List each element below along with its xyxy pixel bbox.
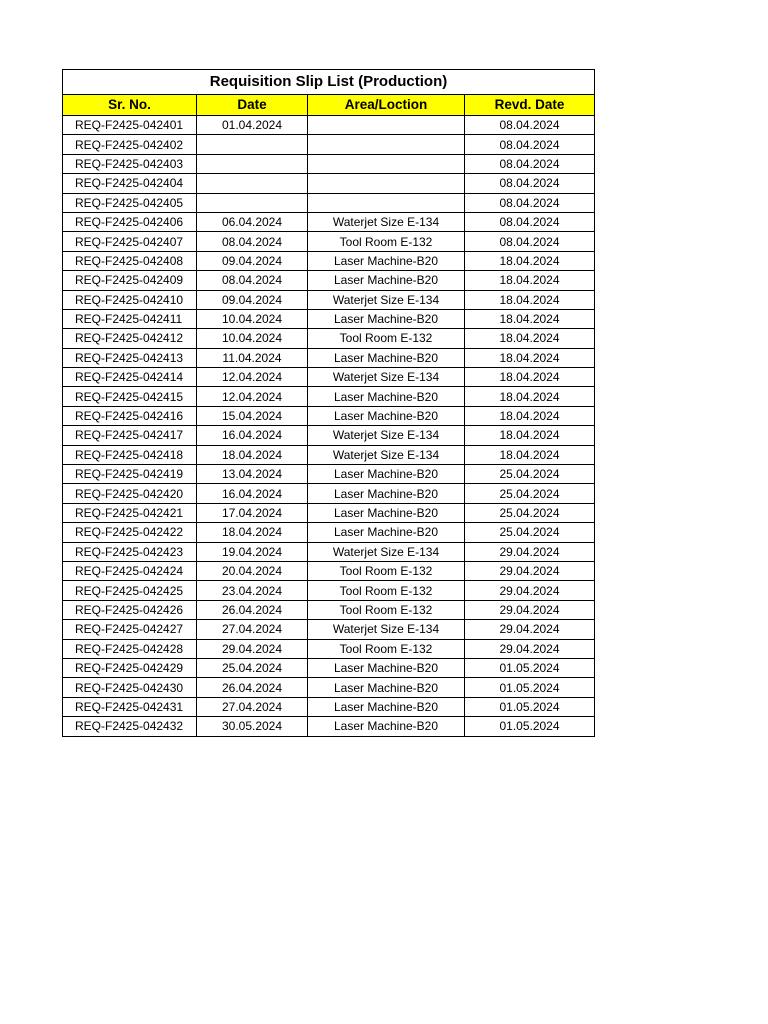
- table-row: [63, 581, 595, 600]
- cell-area-location: Laser Machine-B20: [308, 271, 465, 290]
- cell-revd-date: 01.05.2024: [465, 678, 595, 697]
- column-header-sr-no: Sr. No.: [63, 95, 197, 116]
- cell-sr-no: REQ-F2425-042404: [63, 174, 197, 193]
- cell-revd-date: 18.04.2024: [465, 290, 595, 309]
- cell-sr-no: REQ-F2425-042421: [63, 503, 197, 522]
- requisition-sheet: [62, 69, 594, 737]
- column-header-date: Date: [197, 95, 308, 116]
- cell-sr-no: REQ-F2425-042418: [63, 445, 197, 464]
- cell-revd-date: 25.04.2024: [465, 484, 595, 503]
- cell-sr-no: REQ-F2425-042409: [63, 271, 197, 290]
- cell-date: 17.04.2024: [197, 503, 308, 522]
- cell-sr-no: REQ-F2425-042431: [63, 697, 197, 716]
- table-row: [63, 174, 595, 193]
- cell-revd-date: 08.04.2024: [465, 174, 595, 193]
- cell-sr-no: REQ-F2425-042406: [63, 212, 197, 231]
- cell-date: 25.04.2024: [197, 658, 308, 677]
- cell-area-location: Tool Room E-132: [308, 232, 465, 251]
- cell-date: [197, 193, 308, 212]
- cell-revd-date: 29.04.2024: [465, 600, 595, 619]
- cell-revd-date: 01.05.2024: [465, 697, 595, 716]
- table-row: [63, 406, 595, 425]
- cell-area-location: Laser Machine-B20: [308, 484, 465, 503]
- table-row: [63, 251, 595, 270]
- cell-revd-date: 25.04.2024: [465, 523, 595, 542]
- cell-area-location: Waterjet Size E-134: [308, 445, 465, 464]
- cell-revd-date: 08.04.2024: [465, 232, 595, 251]
- cell-area-location: Tool Room E-132: [308, 639, 465, 658]
- table-row: [63, 135, 595, 154]
- cell-revd-date: 18.04.2024: [465, 387, 595, 406]
- cell-date: [197, 154, 308, 173]
- cell-area-location: Tool Room E-132: [308, 561, 465, 580]
- cell-revd-date: 29.04.2024: [465, 561, 595, 580]
- cell-date: 18.04.2024: [197, 445, 308, 464]
- cell-area-location: Laser Machine-B20: [308, 348, 465, 367]
- cell-area-location: Laser Machine-B20: [308, 658, 465, 677]
- column-header-area-location: Area/Loction: [308, 95, 465, 116]
- cell-area-location: Laser Machine-B20: [308, 387, 465, 406]
- table-row: [63, 329, 595, 348]
- table-title: Requisition Slip List (Production): [63, 70, 595, 95]
- cell-revd-date: 29.04.2024: [465, 581, 595, 600]
- cell-area-location: [308, 135, 465, 154]
- title-row: [63, 70, 595, 95]
- table-row: [63, 639, 595, 658]
- table-row: [63, 309, 595, 328]
- table-row: [63, 193, 595, 212]
- cell-date: 13.04.2024: [197, 465, 308, 484]
- cell-revd-date: 18.04.2024: [465, 445, 595, 464]
- cell-sr-no: REQ-F2425-042425: [63, 581, 197, 600]
- cell-sr-no: REQ-F2425-042413: [63, 348, 197, 367]
- cell-date: 12.04.2024: [197, 368, 308, 387]
- cell-sr-no: REQ-F2425-042417: [63, 426, 197, 445]
- cell-area-location: Laser Machine-B20: [308, 309, 465, 328]
- cell-revd-date: 08.04.2024: [465, 212, 595, 231]
- table-row: [63, 445, 595, 464]
- cell-sr-no: REQ-F2425-042415: [63, 387, 197, 406]
- table-row: [63, 561, 595, 580]
- cell-revd-date: 08.04.2024: [465, 135, 595, 154]
- cell-area-location: Waterjet Size E-134: [308, 542, 465, 561]
- table-row: [63, 600, 595, 619]
- table-row: [63, 503, 595, 522]
- cell-sr-no: REQ-F2425-042402: [63, 135, 197, 154]
- cell-area-location: Waterjet Size E-134: [308, 426, 465, 445]
- cell-area-location: [308, 154, 465, 173]
- table-row: [63, 271, 595, 290]
- cell-revd-date: 18.04.2024: [465, 348, 595, 367]
- cell-date: 16.04.2024: [197, 426, 308, 445]
- cell-sr-no: REQ-F2425-042429: [63, 658, 197, 677]
- cell-sr-no: REQ-F2425-042419: [63, 465, 197, 484]
- cell-revd-date: 29.04.2024: [465, 542, 595, 561]
- table-body: [63, 116, 595, 737]
- table-row: [63, 426, 595, 445]
- cell-revd-date: 25.04.2024: [465, 465, 595, 484]
- cell-date: 20.04.2024: [197, 561, 308, 580]
- cell-date: 12.04.2024: [197, 387, 308, 406]
- cell-date: [197, 135, 308, 154]
- cell-revd-date: 01.05.2024: [465, 717, 595, 736]
- cell-revd-date: 29.04.2024: [465, 620, 595, 639]
- cell-area-location: [308, 116, 465, 135]
- cell-area-location: Laser Machine-B20: [308, 678, 465, 697]
- cell-revd-date: 01.05.2024: [465, 658, 595, 677]
- cell-revd-date: 25.04.2024: [465, 503, 595, 522]
- cell-sr-no: REQ-F2425-042430: [63, 678, 197, 697]
- cell-sr-no: REQ-F2425-042405: [63, 193, 197, 212]
- cell-date: 26.04.2024: [197, 600, 308, 619]
- table-row: [63, 387, 595, 406]
- cell-date: 23.04.2024: [197, 581, 308, 600]
- cell-revd-date: 18.04.2024: [465, 406, 595, 425]
- cell-area-location: Tool Room E-132: [308, 600, 465, 619]
- cell-date: 10.04.2024: [197, 309, 308, 328]
- cell-date: 27.04.2024: [197, 697, 308, 716]
- cell-date: 15.04.2024: [197, 406, 308, 425]
- cell-revd-date: 18.04.2024: [465, 426, 595, 445]
- cell-date: 29.04.2024: [197, 639, 308, 658]
- cell-revd-date: 08.04.2024: [465, 154, 595, 173]
- cell-date: 27.04.2024: [197, 620, 308, 639]
- cell-area-location: Laser Machine-B20: [308, 503, 465, 522]
- table-row: [63, 484, 595, 503]
- cell-sr-no: REQ-F2425-042424: [63, 561, 197, 580]
- cell-area-location: Laser Machine-B20: [308, 523, 465, 542]
- cell-date: 30.05.2024: [197, 717, 308, 736]
- table-row: [63, 290, 595, 309]
- cell-sr-no: REQ-F2425-042407: [63, 232, 197, 251]
- table-row: [63, 678, 595, 697]
- cell-date: 18.04.2024: [197, 523, 308, 542]
- cell-sr-no: REQ-F2425-042422: [63, 523, 197, 542]
- table-row: [63, 465, 595, 484]
- table-row: [63, 697, 595, 716]
- cell-date: 16.04.2024: [197, 484, 308, 503]
- cell-area-location: Laser Machine-B20: [308, 717, 465, 736]
- table-row: [63, 717, 595, 736]
- table-row: [63, 212, 595, 231]
- cell-date: 06.04.2024: [197, 212, 308, 231]
- cell-sr-no: REQ-F2425-042411: [63, 309, 197, 328]
- cell-date: 26.04.2024: [197, 678, 308, 697]
- cell-date: 10.04.2024: [197, 329, 308, 348]
- cell-revd-date: 18.04.2024: [465, 271, 595, 290]
- cell-sr-no: REQ-F2425-042427: [63, 620, 197, 639]
- cell-sr-no: REQ-F2425-042401: [63, 116, 197, 135]
- cell-revd-date: 18.04.2024: [465, 368, 595, 387]
- cell-area-location: Tool Room E-132: [308, 329, 465, 348]
- cell-revd-date: 18.04.2024: [465, 329, 595, 348]
- cell-area-location: [308, 174, 465, 193]
- table-row: [63, 658, 595, 677]
- header-row: [63, 95, 595, 116]
- cell-sr-no: REQ-F2425-042408: [63, 251, 197, 270]
- cell-date: 19.04.2024: [197, 542, 308, 561]
- cell-date: 08.04.2024: [197, 271, 308, 290]
- cell-area-location: Laser Machine-B20: [308, 697, 465, 716]
- cell-revd-date: 18.04.2024: [465, 309, 595, 328]
- cell-area-location: Waterjet Size E-134: [308, 620, 465, 639]
- table-row: [63, 154, 595, 173]
- table-row: [63, 232, 595, 251]
- cell-revd-date: 18.04.2024: [465, 251, 595, 270]
- table-row: [63, 523, 595, 542]
- cell-area-location: [308, 193, 465, 212]
- table-row: [63, 368, 595, 387]
- table-row: [63, 348, 595, 367]
- cell-sr-no: REQ-F2425-042410: [63, 290, 197, 309]
- cell-area-location: Laser Machine-B20: [308, 251, 465, 270]
- cell-area-location: Laser Machine-B20: [308, 406, 465, 425]
- cell-date: 01.04.2024: [197, 116, 308, 135]
- cell-date: 09.04.2024: [197, 251, 308, 270]
- cell-area-location: Waterjet Size E-134: [308, 290, 465, 309]
- cell-sr-no: REQ-F2425-042432: [63, 717, 197, 736]
- table-row: [63, 116, 595, 135]
- cell-sr-no: REQ-F2425-042412: [63, 329, 197, 348]
- cell-sr-no: REQ-F2425-042426: [63, 600, 197, 619]
- cell-revd-date: 08.04.2024: [465, 116, 595, 135]
- cell-sr-no: REQ-F2425-042420: [63, 484, 197, 503]
- cell-date: [197, 174, 308, 193]
- cell-revd-date: 29.04.2024: [465, 639, 595, 658]
- cell-area-location: Laser Machine-B20: [308, 465, 465, 484]
- cell-date: 09.04.2024: [197, 290, 308, 309]
- cell-area-location: Tool Room E-132: [308, 581, 465, 600]
- cell-area-location: Waterjet Size E-134: [308, 368, 465, 387]
- cell-date: 08.04.2024: [197, 232, 308, 251]
- cell-sr-no: REQ-F2425-042403: [63, 154, 197, 173]
- column-header-revd-date: Revd. Date: [465, 95, 595, 116]
- cell-date: 11.04.2024: [197, 348, 308, 367]
- cell-sr-no: REQ-F2425-042423: [63, 542, 197, 561]
- requisition-table: [62, 69, 595, 737]
- cell-sr-no: REQ-F2425-042416: [63, 406, 197, 425]
- cell-sr-no: REQ-F2425-042428: [63, 639, 197, 658]
- table-row: [63, 620, 595, 639]
- cell-area-location: Waterjet Size E-134: [308, 212, 465, 231]
- table-row: [63, 542, 595, 561]
- cell-revd-date: 08.04.2024: [465, 193, 595, 212]
- cell-sr-no: REQ-F2425-042414: [63, 368, 197, 387]
